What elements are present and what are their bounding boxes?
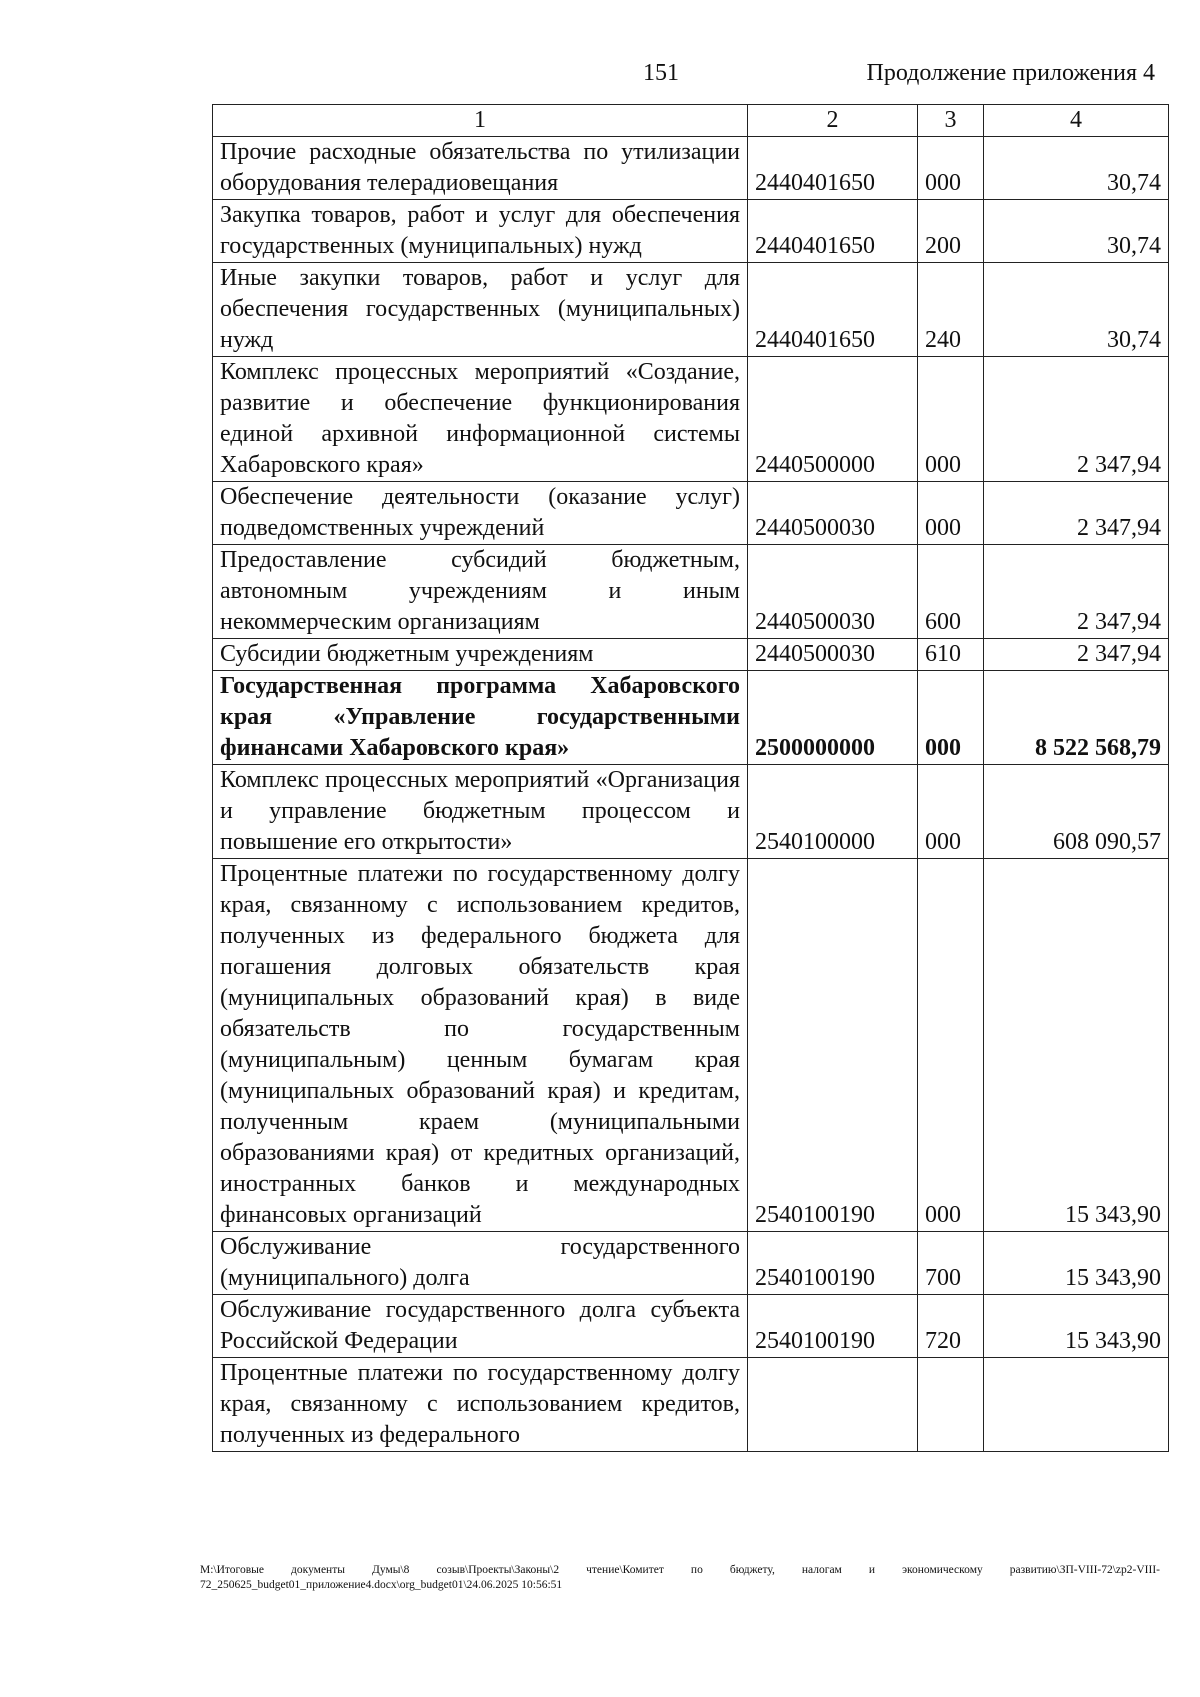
row-code-cell: 2540100190	[748, 1295, 918, 1358]
row-sum-cell: 2 347,94	[984, 639, 1169, 671]
row-sum-cell: 15 343,90	[984, 859, 1169, 1232]
empty-cell	[748, 1358, 918, 1452]
row-sum-cell: 30,74	[984, 263, 1169, 357]
column-header-3: 3	[918, 105, 984, 137]
row-kvr-cell: 610	[918, 639, 984, 671]
row-code-cell: 2540100190	[748, 1232, 918, 1295]
row-name-cell: Иные закупки товаров, работ и услуг для обеспечения государственных (муниципальных) нужд	[213, 263, 748, 357]
row-name-cell: Обслуживание государственного (муниципального) долга	[213, 1232, 748, 1295]
row-sum-cell: 2 347,94	[984, 357, 1169, 482]
row-name-cell: Процентные платежи по государственному долгу края, связанному с использованием кредитов, полученных из федерального	[213, 1358, 748, 1452]
row-sum-cell: 8 522 568,79	[984, 671, 1169, 765]
row-kvr-cell: 000	[918, 765, 984, 859]
row-name-cell: Государственная программа Хабаровского края «Управление государственными финансами Хабаровского края»	[213, 671, 748, 765]
header-row	[213, 105, 1169, 137]
row-kvr-cell: 000	[918, 137, 984, 200]
row-code-cell: 2440401650	[748, 137, 918, 200]
table-row	[213, 639, 1169, 671]
empty-cell	[984, 1358, 1169, 1452]
row-name-cell: Комплекс процессных мероприятий «Создание, развитие и обеспечение функционирования единой архивной информационной системы Хабаровского края»	[213, 357, 748, 482]
row-code-cell: 2540100190	[748, 859, 918, 1232]
row-sum-cell: 2 347,94	[984, 482, 1169, 545]
budget-table	[212, 104, 1169, 1452]
row-kvr-cell: 000	[918, 671, 984, 765]
table-row	[213, 1232, 1169, 1295]
table-row	[213, 357, 1169, 482]
row-sum-cell: 15 343,90	[984, 1232, 1169, 1295]
table-row	[213, 137, 1169, 200]
table-row	[213, 263, 1169, 357]
row-name-cell: Прочие расходные обязательства по утилизации оборудования телерадиовещания	[213, 137, 748, 200]
row-kvr-cell: 000	[918, 357, 984, 482]
table-row-partial	[213, 1358, 1169, 1452]
row-kvr-cell: 720	[918, 1295, 984, 1358]
row-kvr-cell: 240	[918, 263, 984, 357]
row-code-cell: 2440500030	[748, 482, 918, 545]
table-row	[213, 1295, 1169, 1358]
table-header	[213, 105, 1169, 137]
row-sum-cell: 30,74	[984, 200, 1169, 263]
continuation-label: Продолжение приложения 4	[866, 60, 1155, 86]
row-name-cell: Процентные платежи по государственному долгу края, связанному с использованием кредитов, полученных из федерального бюджета для погашения долговых обязательств края (муниципальных образований края) в виде обязательств по государственным (муниципальным) ценным бумагам края (муниципальных образований края) и кредитам, полученным краем (муниципальными образованиями края) от кредитных организаций, иностранных банков и международных финансовых организаций	[213, 859, 748, 1232]
row-code-cell: 2440500030	[748, 545, 918, 639]
empty-cell	[918, 1358, 984, 1452]
table-body	[213, 137, 1169, 1452]
page-number: 151	[643, 60, 679, 86]
table-row	[213, 545, 1169, 639]
row-name-cell: Обслуживание государственного долга субъекта Российской Федерации	[213, 1295, 748, 1358]
row-name-cell: Закупка товаров, работ и услуг для обеспечения государственных (муниципальных) нужд	[213, 200, 748, 263]
row-kvr-cell: 700	[918, 1232, 984, 1295]
row-name-cell: Субсидии бюджетным учреждениям	[213, 639, 748, 671]
row-kvr-cell: 200	[918, 200, 984, 263]
column-header-4: 4	[984, 105, 1169, 137]
file-path-footer: M:\Итоговые документы Думы\8 созыв\Проекты\Законы\2 чтение\Комитет по бюджету, налогам и экономическому развитию\ЗП-VIII-72\zp2-VIII-72_250625_budget01_приложение4.docx\org_budget01\24.06.2025 10:56:51	[200, 1564, 1160, 1591]
column-header-2: 2	[748, 105, 918, 137]
table-row	[213, 765, 1169, 859]
row-name-cell: Обеспечение деятельности (оказание услуг) подведомственных учреждений	[213, 482, 748, 545]
row-name-cell: Комплекс процессных мероприятий «Организация и управление бюджетным процессом и повышение его открытости»	[213, 765, 748, 859]
row-sum-cell: 30,74	[984, 137, 1169, 200]
table-row	[213, 859, 1169, 1232]
row-name-cell: Предоставление субсидий бюджетным, автономным учреждениям и иным некоммерческим организациям	[213, 545, 748, 639]
row-code-cell: 2440500000	[748, 357, 918, 482]
row-sum-cell: 2 347,94	[984, 545, 1169, 639]
table-row	[213, 482, 1169, 545]
row-code-cell: 2440401650	[748, 200, 918, 263]
column-header-1: 1	[213, 105, 748, 137]
row-sum-cell: 608 090,57	[984, 765, 1169, 859]
row-code-cell: 2500000000	[748, 671, 918, 765]
row-kvr-cell: 000	[918, 859, 984, 1232]
row-code-cell: 2440401650	[748, 263, 918, 357]
row-code-cell: 2540100000	[748, 765, 918, 859]
row-code-cell: 2440500030	[748, 639, 918, 671]
table-row	[213, 200, 1169, 263]
table-row	[213, 671, 1169, 765]
row-kvr-cell: 000	[918, 482, 984, 545]
row-kvr-cell: 600	[918, 545, 984, 639]
row-sum-cell: 15 343,90	[984, 1295, 1169, 1358]
